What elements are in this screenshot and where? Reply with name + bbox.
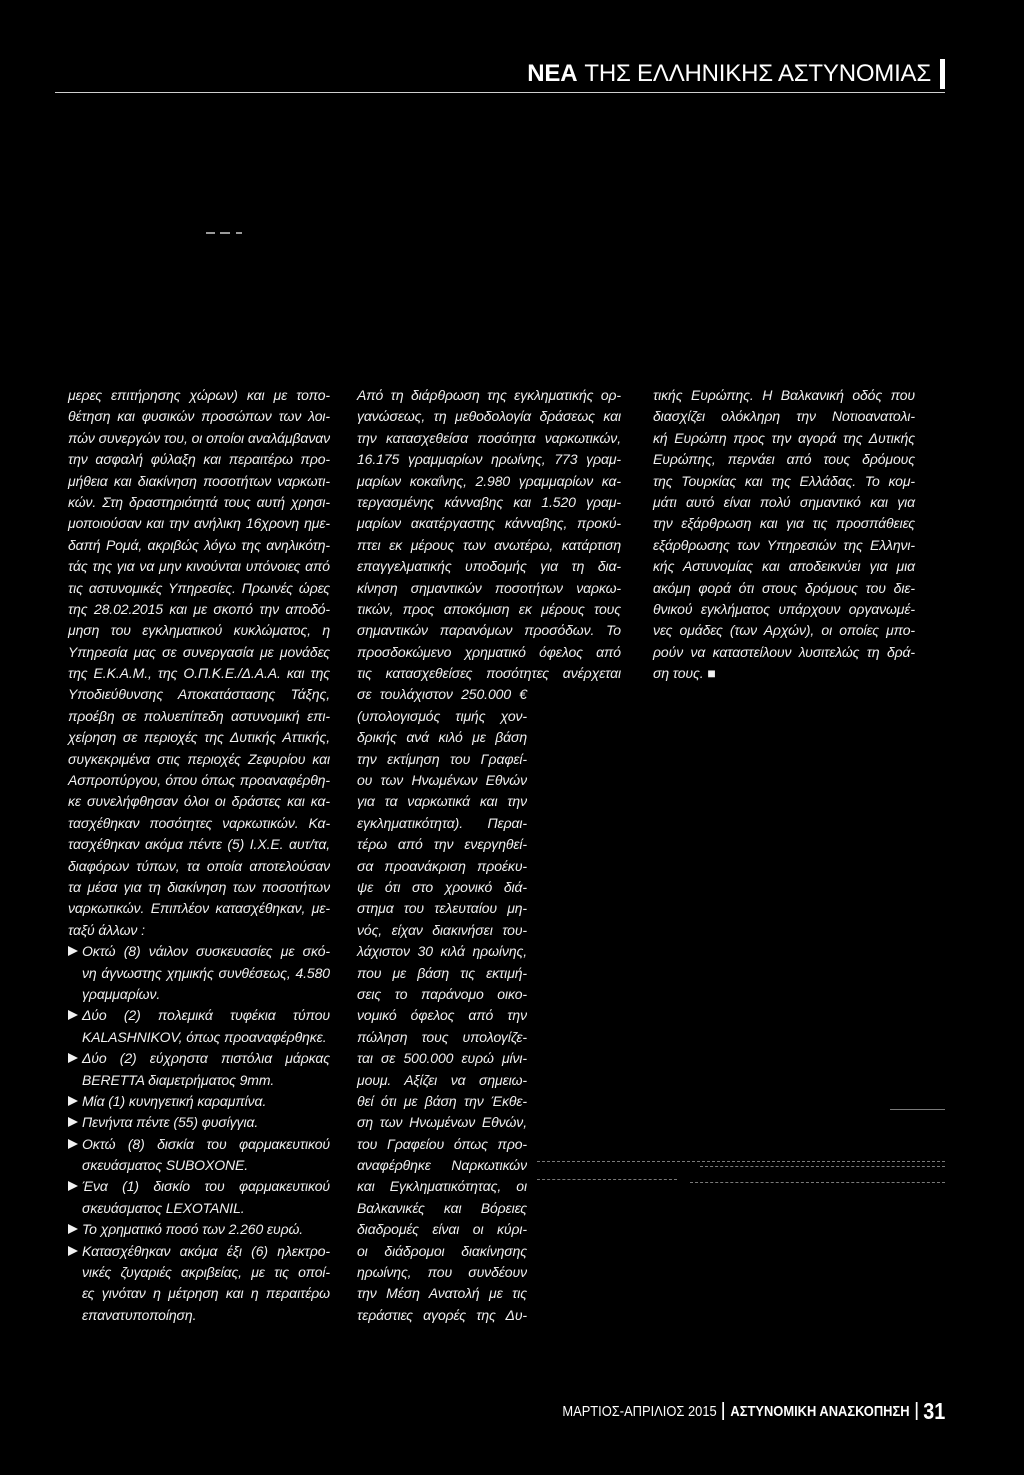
text-line: προσδοκώμενο χρηματικό όφελος από <box>357 643 621 660</box>
bullet-item <box>68 1134 330 1177</box>
text-line: του Γραφείου όπως προ- <box>357 1135 527 1152</box>
text-line: τεράστιες αγορές της Δυ- <box>357 1306 527 1323</box>
text-line: μήθεια και διακίνηση ποσοτήτων ναρκωτι- <box>68 472 330 489</box>
text-line: Δύο (2) εύχρηστα πιστόλια μάρκας <box>82 1050 330 1067</box>
scan-artifact-line <box>690 1182 945 1183</box>
text-line: Υπηρεσία μας σε συνεργασία με μονάδες <box>68 643 330 660</box>
text-line: της Τουρκίας και της Ελλάδας. Το κομ- <box>653 472 915 489</box>
bullet-arrow-icon <box>68 1053 78 1063</box>
text-line: δαπή Ρομά, ακριβώς λόγω της ανηλικότη- <box>68 536 330 553</box>
text-line: σκευάσματος LEXOTANIL. <box>82 1199 245 1216</box>
text-line: τις αστυνομικές Υπηρεσίες. Πρωινές ώρες <box>68 579 330 596</box>
text-line: συγκεκριμένα στις περιοχές Ζεφυρίου και <box>68 750 330 767</box>
text-line: Βαλκανικές και Βόρειες <box>357 1199 527 1216</box>
text-line: τασχέθηκαν ποσότητες ναρκωτικών. Κα- <box>68 814 330 831</box>
text-line: πώληση τους υπολογίζε- <box>357 1028 527 1045</box>
text-line: ρούν να καταστείλουν λυσιτελώς τη δρά- <box>653 643 915 660</box>
text-line: διαδρομές είναι οι κύρι- <box>357 1221 527 1238</box>
text-line: για τα ναρκωτικά και την <box>357 793 527 810</box>
text-line: τάς της για να μην κινούνται υπόνοιες από <box>68 558 330 575</box>
text-line: εξάρθρωσης των Υπηρεσιών της Ελληνι- <box>653 536 915 553</box>
footer-divider <box>915 1402 917 1420</box>
text-line: σημαντικών παρανόμων προσόδων. Το <box>357 622 621 639</box>
text-line: και Εγκληματικότητας, οι <box>357 1178 527 1195</box>
text-line: δρικής ανά κιλό με βάση <box>357 729 527 746</box>
text-line: ψε ότι στο χρονικό διά- <box>357 878 527 895</box>
page-footer <box>562 1398 945 1424</box>
text-line: Μία (1) κυνηγετική καραμπίνα. <box>82 1092 267 1109</box>
bullet-item <box>68 1091 330 1112</box>
bullet-item <box>68 1005 330 1048</box>
text-line: ται σε 500.000 ευρώ μίνι- <box>357 1050 527 1067</box>
bullet-arrow-icon <box>68 1096 78 1106</box>
text-line: κών. Στη δραστηριότητά τους αυτή χρησι- <box>68 493 330 510</box>
text-line: τις κατασχεθείσες ποσότητες ανέρχεται <box>357 665 621 682</box>
text-line: νομικό όφελος από την <box>357 1007 527 1024</box>
text-line: την εκτίμηση του Γραφεί- <box>357 750 527 767</box>
text-line: ση των Ηνωμένων Εθνών, <box>357 1114 527 1131</box>
text-line: πτει εκ μέρους των ανωτέρω, κατάρτιση <box>357 536 621 553</box>
text-line: ακόμη φορά ότι στους δρόμους του διε- <box>653 579 915 596</box>
bullet-item <box>68 1176 330 1219</box>
bullet-arrow-icon <box>68 1010 78 1020</box>
text-line: νες ομάδες (των Αρχών), οι οποίες μπο- <box>653 622 915 639</box>
text-line: τικών, προς αποκόμιση εκ μέρους τους <box>357 600 621 617</box>
text-line: Ασπροπύργου, όπου όπως προαναφέρθη- <box>68 772 330 789</box>
text-line: γανώσεως, τη μεθοδολογία δράσεως και <box>357 408 621 425</box>
text-line: BERETTA διαμετρήματος 9mm. <box>82 1071 275 1088</box>
text-line: γραμμαρίων. <box>82 985 161 1002</box>
text-line: 16.175 γραμμαρίων ηρωίνης, 773 γραμ- <box>357 451 621 468</box>
text-line: μηση του εγκληματικού κυκλώματος, η <box>68 622 330 639</box>
text-line: τικής Ευρώπης. Η Βαλκανική οδός που <box>653 387 915 403</box>
text-line: νός, είχαν διακινήσει του- <box>357 921 527 938</box>
text-line: μουμ. Αξίζει να σημειω- <box>357 1071 527 1088</box>
issue-date: ΜΑΡΤΙΟΣ-ΑΠΡΙΛΙΟΣ 2015 <box>562 1402 717 1420</box>
header-rule <box>55 92 945 93</box>
text-line: μαρίων ακατέργαστης κάνναβης, προκύ- <box>357 515 621 532</box>
text-line: κίνηση σημαντικών ποσοτήτων ναρκω- <box>357 579 621 596</box>
text-line: κή Ευρώπη προς την αγορά της Δυτικής <box>653 429 915 446</box>
bullet-arrow-icon <box>68 1246 78 1256</box>
text-line: στημα του τελευταίου μη- <box>357 900 527 917</box>
text-line: θεί ότι με βάση την Έκθε- <box>357 1092 527 1109</box>
section-title: ΤΗΣ ΕΛΛΗΝΙΚΗΣ ΑΣΤΥΝΟΜΙΑΣ <box>584 60 931 87</box>
text-line: ηρωίνης, που συνδέουν <box>357 1264 527 1281</box>
text-line: νη άγνωστης χημικής συνθέσεως, 4.580 <box>82 964 330 981</box>
text-line: προέβη σε πολυεπίπεδη αστυνομική επι- <box>68 707 330 724</box>
text-line: Ένα (1) δισκίο του φαρμακευτικού <box>82 1178 330 1195</box>
text-line: σεις το παράνομο οικο- <box>357 985 527 1002</box>
text-line: σκευάσματος SUBOXONE. <box>82 1157 249 1174</box>
header-divider-bar <box>940 59 945 89</box>
text-line: σα προανάκριση προέκυ- <box>357 857 527 874</box>
text-line: την Μέση Ανατολή με τις <box>357 1285 527 1302</box>
text-line: οι διάδρομοι διακίνησης <box>357 1242 527 1259</box>
text-line: θνικού εγκλήματος υπάρχουν οργανωμέ- <box>653 600 915 617</box>
text-line: (υπολογισμός τιμής χον- <box>357 707 527 724</box>
text-line: ταξύ άλλων : <box>68 921 145 938</box>
text-line: Πενήντα πέντε (55) φυσίγγια. <box>82 1114 259 1131</box>
footer-divider <box>722 1402 724 1420</box>
text-line: Ευρώπης, περνάει από τους δρόμους <box>653 451 915 468</box>
text-line: ση τους. ■ <box>653 665 716 682</box>
text-line: νικές ζυγαριές ακριβείας, με τις οποί- <box>82 1264 330 1281</box>
text-line: τεργασμένης κάνναβης και 1.520 γραμ- <box>357 493 621 510</box>
text-line: διασχίζει ολόκληρη την Νοτιοανατολι- <box>653 408 915 425</box>
text-line: την κατασχεθείσα ποσότητα ναρκωτικών, <box>357 429 621 446</box>
text-line: Υποδιεύθυνσης Αποκατάστασης Τάξης, <box>68 686 330 703</box>
text-line: διαφόρων τύπων, τα οποία αποτελούσαν <box>68 857 330 874</box>
bullet-item <box>68 1241 330 1327</box>
text-line: τέρω από την ενεργηθεί- <box>357 836 527 853</box>
bullet-item <box>68 941 330 1005</box>
text-line: ναρκωτικών. Επιπλέον κατασχέθηκαν, με- <box>68 900 330 917</box>
text-line: μαρίων κοκαΐνης, 2.980 γραμμαρίων κα- <box>357 472 621 489</box>
scan-artifact-line <box>700 1166 945 1167</box>
text-line: λάχιστον 30 κιλά ηρωίνης, <box>357 943 527 960</box>
text-line: την εξάρθρωση και για τις προσπάθειες <box>653 515 915 532</box>
text-line: μάτι αυτό είναι πολύ σημαντικό και για <box>653 493 915 510</box>
text-line: Το χρηματικό ποσό των 2.260 ευρώ. <box>82 1221 304 1238</box>
bullet-item <box>68 1048 330 1091</box>
text-line: χείρηση σε περιοχές της Δυτικής Αττικής, <box>68 729 330 746</box>
magazine-name: ΑΣΤΥΝΟΜΙΚΗ ΑΝΑΣΚΟΠΗΣΗ <box>730 1402 910 1420</box>
text-line: μοποιούσαν και την ανήλικη 16χρονη ημε- <box>68 515 330 532</box>
text-line: κής Αστυνομίας και αποδεικνύει για μια <box>653 558 915 575</box>
text-line: τασχέθηκαν ακόμα πέντε (5) Ι.Χ.Ε. αυτ/τα, <box>68 836 330 853</box>
bullet-arrow-icon <box>68 1139 78 1149</box>
text-line: σε τουλάχιστον 250.000 € <box>357 686 527 703</box>
text-line: Οκτώ (8) νάιλον συσκευασίες με σκό- <box>82 943 330 960</box>
text-line: μερες επιτήρησης χώρων) και με τοπο- <box>68 387 330 403</box>
text-line: εγκληματικότητα). Περαι- <box>357 814 527 831</box>
bullet-arrow-icon <box>68 1224 78 1234</box>
bullet-item <box>68 1112 330 1133</box>
page-number: 31 <box>922 1397 945 1424</box>
text-line: θέτηση και φυσικών προσώπων των λοι- <box>68 408 330 425</box>
text-line: Κατασχέθηκαν ακόμα έξι (6) ηλεκτρο- <box>82 1242 330 1259</box>
text-line: Από τη διάρθρωση της εγκληματικής ορ- <box>357 387 621 403</box>
bullet-arrow-icon <box>68 1181 78 1191</box>
text-line: ες γινόταν η μέτρηση και η περαιτέρω <box>82 1285 330 1302</box>
text-line: αναφέρθηκε Ναρκωτικών <box>357 1157 527 1174</box>
section-title-bold: ΝΕΑ <box>527 60 578 87</box>
text-line: επανατυποποίηση. <box>82 1306 197 1323</box>
text-line: ου των Ηνωμένων Εθνών <box>357 772 527 789</box>
bullet-arrow-icon <box>68 946 78 956</box>
text-line: κε συνελήφθησαν όλοι οι δράστες και κα- <box>68 793 330 810</box>
scan-artifact-line <box>890 1109 945 1110</box>
text-line: της 28.02.2015 και με σκοπό την αποδό- <box>68 600 330 617</box>
text-line: που με βάση τις εκτιμή- <box>357 964 527 981</box>
text-line: της Ε.Κ.Α.Μ., της Ο.Π.Κ.Ε./Δ.Α.Α. και της <box>68 665 330 682</box>
text-line: Δύο (2) πολεμικά τυφέκια τύπου <box>82 1007 330 1024</box>
scan-artifact-line <box>537 1179 677 1180</box>
scan-smudge <box>206 231 250 236</box>
bullet-item <box>68 1219 330 1240</box>
section-header <box>527 58 945 90</box>
article-column-3 <box>653 385 915 684</box>
text-line: KALASHNIKOV, όπως προαναφέρθηκε. <box>82 1028 327 1045</box>
text-line: Οκτώ (8) δισκία του φαρμακευτικού <box>82 1135 330 1152</box>
scan-artifact-line <box>537 1161 945 1162</box>
text-line: τα μέσα για τη διακίνηση των ποσοτήτων <box>68 878 330 895</box>
text-line: πών συνεργών του, οι οποίοι αναλάμβαναν <box>68 429 330 446</box>
text-line: την ασφαλή φύλαξη και περαιτέρω προ- <box>68 451 330 468</box>
article-column-2 <box>357 385 621 1326</box>
bullet-arrow-icon <box>68 1117 78 1127</box>
article-column-1 <box>68 385 330 1326</box>
text-line: επαγγελματικής υποδομής για τη δια- <box>357 558 621 575</box>
